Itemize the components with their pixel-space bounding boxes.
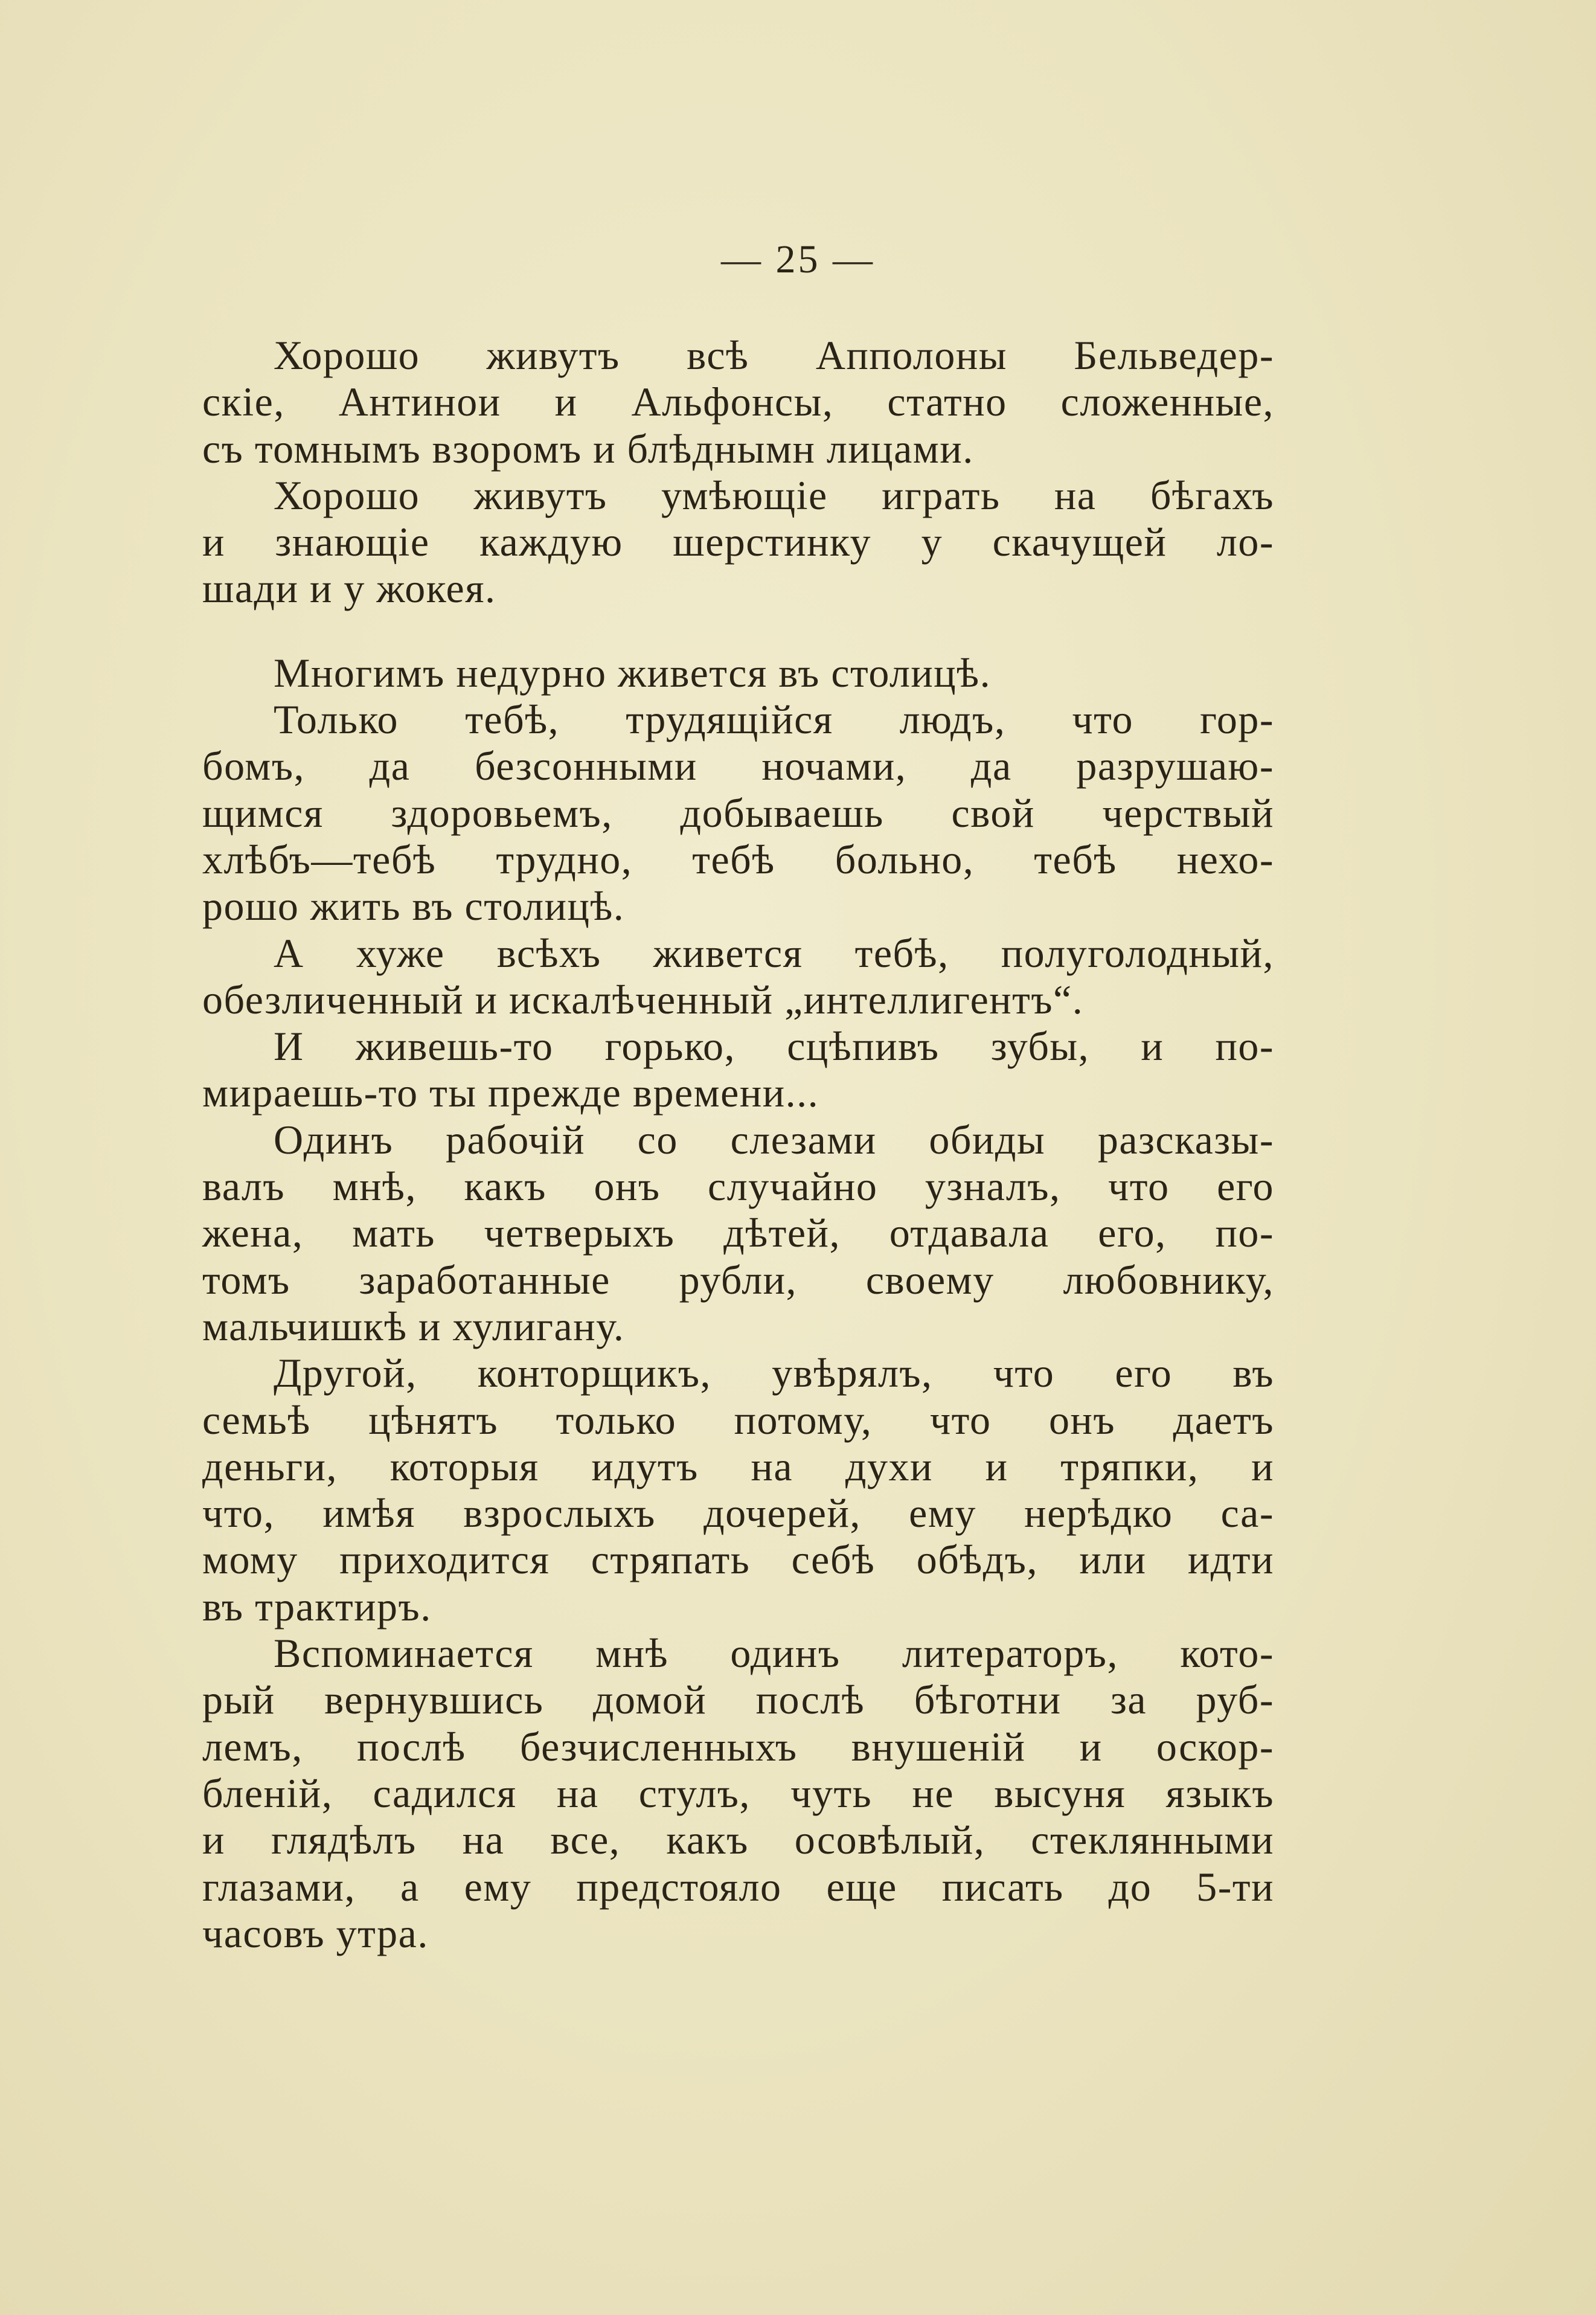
text-line: обезличенный и искалѣченный „интеллигентъ“.: [202, 976, 1084, 1023]
text-line: семьѣ цѣнятъ только потому, что онъ даетъ: [202, 1396, 1274, 1443]
text-line: И живешь-то горько, сцѣпивъ зубы, и по-: [274, 1023, 1274, 1070]
text-line: Хорошо живутъ всѣ Апполоны Бельведер-: [274, 332, 1274, 378]
text-line: Многимъ недурно живется въ столицѣ.: [274, 649, 992, 696]
paragraph: [202, 930, 1274, 1024]
paragraph: [202, 1117, 1274, 1350]
page-number: — 25 —: [721, 237, 875, 281]
paragraph: [202, 1350, 1274, 1630]
text-line: часовъ утра.: [202, 1910, 429, 1956]
text-line: Хорошо живутъ умѣющіе играть на бѣгахъ: [274, 472, 1274, 518]
text-line: бленій, садился на стулъ, чуть не высуня языкъ: [202, 1770, 1274, 1816]
text-line: рый вернувшись домой послѣ бѣготни за руб-: [202, 1677, 1274, 1723]
text-line: и знающіе каждую шерстинку у скачущей ло-: [202, 519, 1274, 565]
paragraph: [202, 650, 1274, 696]
text-line: скіе, Антинои и Альфонсы, статно сложенные,: [202, 379, 1274, 425]
text-line: хлѣбъ—тебѣ трудно, тебѣ больно, тебѣ нехо-: [202, 836, 1274, 882]
text-line: лемъ, послѣ безчисленныхъ внушеній и оскор-: [202, 1723, 1274, 1770]
text-line: и глядѣлъ на все, какъ осовѣлый, стеклянными: [202, 1817, 1274, 1863]
paragraph: [202, 1630, 1274, 1957]
text-line: валъ мнѣ, какъ онъ случайно узналъ, что его: [202, 1163, 1274, 1210]
text-line: Только тебѣ, трудящійся людъ, что гор-: [274, 696, 1274, 743]
paragraph: [202, 1023, 1274, 1117]
text-line: бомъ, да безсонными ночами, да разрушаю-: [202, 743, 1274, 789]
text-line: шади и у жокея.: [202, 565, 496, 612]
text-line: деньги, которыя идутъ на духи и тряпки, и: [202, 1443, 1274, 1489]
paragraph: [202, 696, 1274, 930]
text-line: Вспоминается мнѣ одинъ литераторъ, кото-: [274, 1630, 1274, 1677]
text-line: рошо жить въ столицѣ.: [202, 883, 625, 930]
text-line: щимся здоровьемъ, добываешь свой черствый: [202, 789, 1274, 836]
text-line: что, имѣя взрослыхъ дочерей, ему нерѣдко са-: [202, 1490, 1274, 1536]
text-line: А хуже всѣхъ живется тебѣ, полуголодный,: [274, 930, 1274, 976]
paragraph: [202, 472, 1274, 612]
text-line: мому приходится стряпать себѣ обѣдъ, или идти: [202, 1536, 1274, 1583]
text-line: жена, мать четверыхъ дѣтей, отдавала его, по-: [202, 1210, 1274, 1256]
text-line: Другой, конторщикъ, увѣрялъ, что его въ: [274, 1350, 1274, 1396]
text-line: въ трактиръ.: [202, 1583, 432, 1629]
text-line: мальчишкѣ и хулигану.: [202, 1303, 625, 1349]
body-text: [202, 332, 1274, 1957]
text-line: томъ заработанные рубли, своему любовнику,: [202, 1256, 1274, 1303]
text-line: глазами, а ему предстояло еще писать до 5-ти: [202, 1863, 1274, 1910]
text-line: мираешь-то ты прежде времени...: [202, 1070, 819, 1116]
paragraph: [202, 332, 1274, 472]
text-line: съ томнымъ взоромъ и блѣднымн лицами.: [202, 425, 974, 472]
text-line: Одинъ рабочій со слезами обиды разсказы-: [274, 1116, 1274, 1163]
